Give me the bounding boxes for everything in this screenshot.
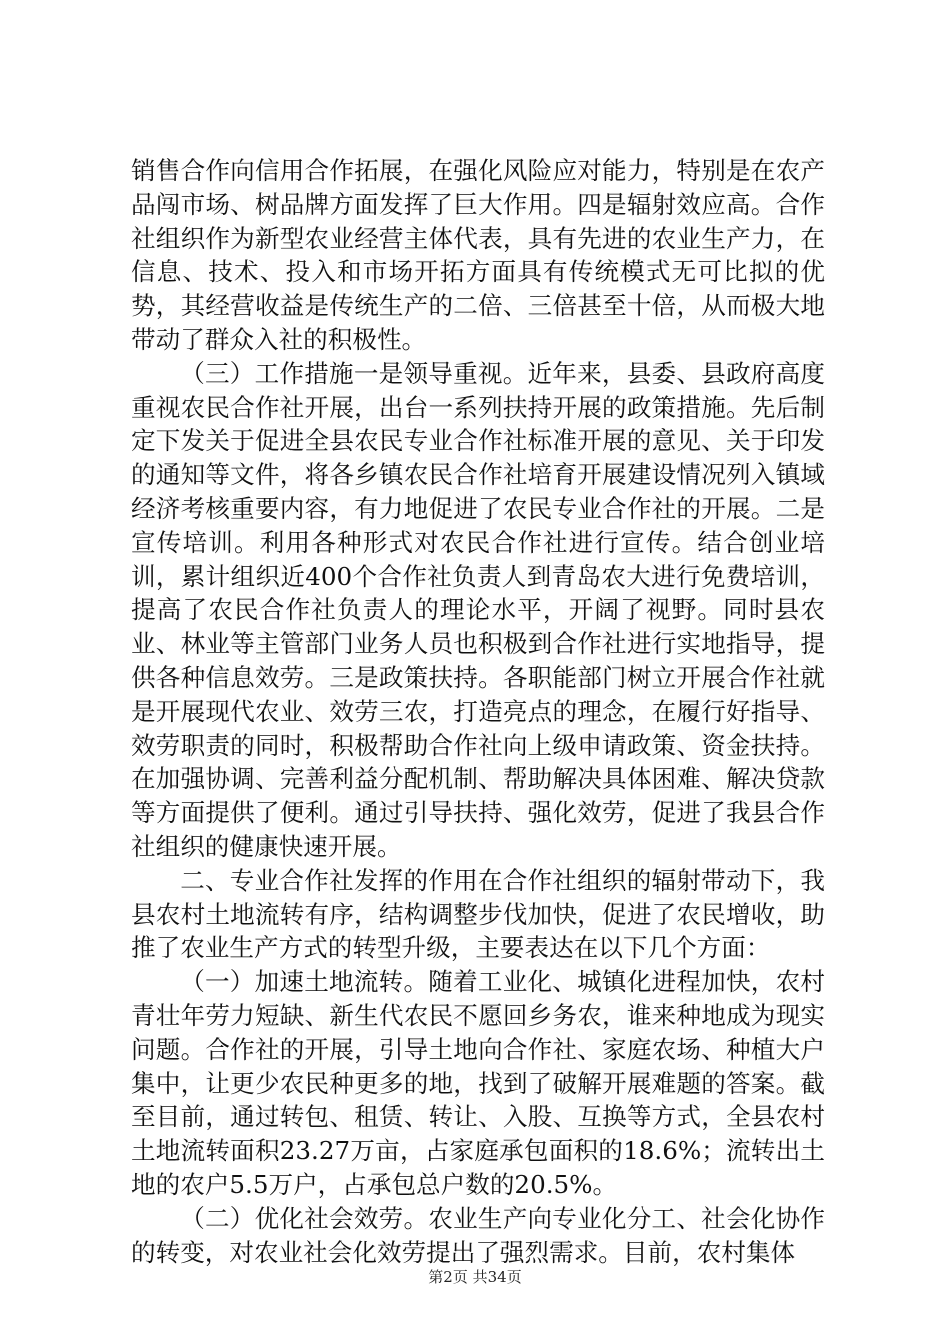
paragraph-work-measures: （三）工作措施一是领导重视。近年来，县委、县政府高度重视农民合作社开展，出台一系列扶持开展的政策措施。先后制定下发关于促进全县农民专业合作社标准开展的意见、关于印发的通知等文件，将各乡镇农民合作社培育开展建设情况列入镇域经济考核重要内容，有力地促进了农民专业合作社的开展。二是宣传培训。利用各种形式对农民合作社进行宣传。结合创业培训，累计组织近400个合作社负责人到青岛农大进行免费培训，提高了农民合作社负责人的理论水平，开阔了视野。同时县农业、林业等主管部门业务人员也积极到合作社进行实地指导，提供各种信息效劳。三是政策扶持。各职能部门树立开展合作社就是开展现代农业、效劳三农，打造亮点的理念，在履行好指导、效劳职责的同时，积极帮助合作社向上级申请政策、资金扶持。在加强协调、完善利益分配机制、帮助解决具体困难、解决贷款等方面提供了便利。通过引导扶持、强化效劳，促进了我县合作社组织的健康快速开展。 [131, 358, 825, 861]
paragraph-land-transfer: （一）加速土地流转。随着工业化、城镇化进程加快，农村青壮年劳力短缺、新生代农民不愿回乡务农，谁来种地成为现实问题。合作社的开展，引导土地向合作社、家庭农场、种植大户集中，让更少农民种更多的地，找到了破解开展难题的答案。截至目前，通过转包、租赁、转让、入股、互换等方式，全县农村土地流转面积23.27万亩，占家庭承包面积的18.6%；流转出土地的农户5.5万户，占承包总户数的20.5%。 [131, 967, 825, 1199]
document-body [131, 154, 825, 1269]
page-footer: 第2页 共34页 [428, 1268, 522, 1286]
paragraph-section-two-heading: 二、专业合作社发挥的作用在合作社组织的辐射带动下，我县农村土地流转有序，结构调整步伐加快，促进了农民增收，助推了农业生产方式的转型升级，主要表达在以下几个方面： [131, 865, 825, 963]
paragraph-social-service: （二）优化社会效劳。农业生产向专业化分工、社会化协作的转变，对农业社会化效劳提出了强烈需求。目前，农村集体 [131, 1203, 825, 1267]
paragraph-continuation: 销售合作向信用合作拓展，在强化风险应对能力，特别是在农产品闯市场、树品牌方面发挥了巨大作用。四是辐射效应高。合作社组织作为新型农业经营主体代表，具有先进的农业生产力，在信息、技术、投入和市场开拓方面具有传统模式无可比拟的优势，其经营收益是传统生产的二倍、三倍甚至十倍，从而极大地带动了群众入社的积极性。 [131, 156, 825, 354]
